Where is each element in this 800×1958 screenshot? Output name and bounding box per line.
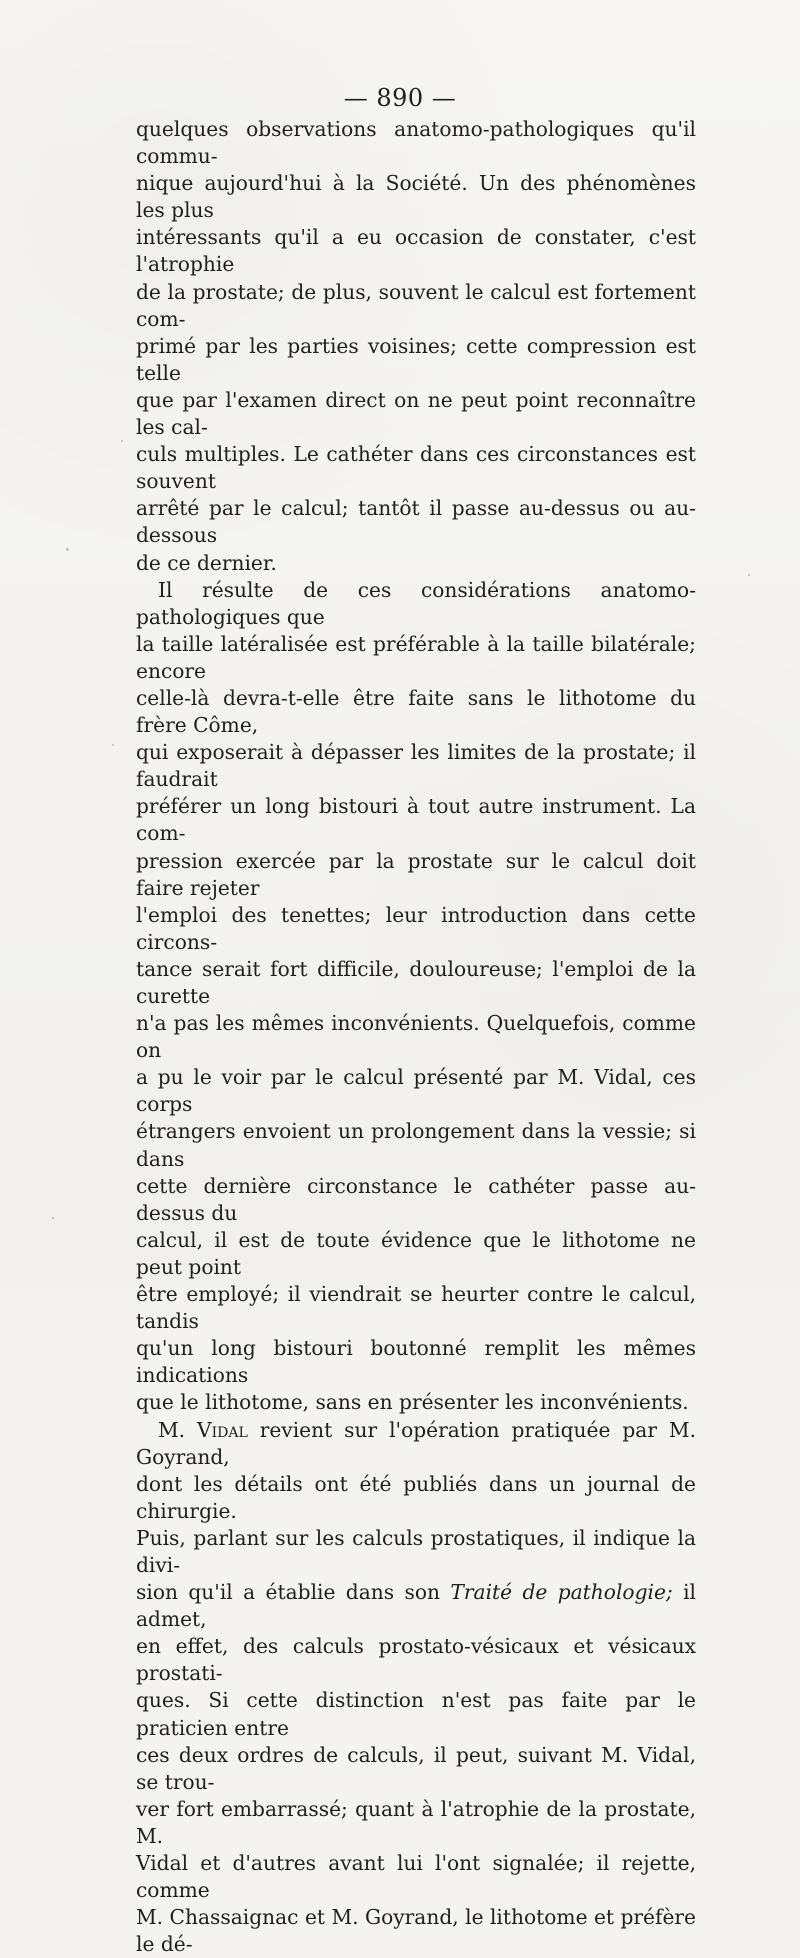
main-text-block xyxy=(136,116,696,1958)
paragraph-3 xyxy=(136,1417,696,1958)
paper-speck xyxy=(66,548,69,551)
paper-speck xyxy=(112,744,114,746)
paragraph-1: quelques observations anatomo-pathologiques qu'il commu- nique aujourd'hui à la Société. Un des phénomènes les plus intéressants qu'il a eu occasion de constater, c'est l'atrophie de la prostate; de plus, souvent le calcul est fortement com- primé par les parties voisines; cette compression est telle que par l'examen direct on ne peut point reconnaître les cal- culs multiples. Le cathéter dans ces circonstances est souvent arrêté par le calcul; tantôt il passe au-dessus ou au-dessous de ce dernier. xyxy=(136,116,696,577)
paragraph-3-italic-title: Traité de pathologie; xyxy=(450,1580,672,1604)
paragraph-3-part1: revient sur l'opération pratiquée par M. Goyrand, dont les détails ont été publiés dans un journal de chirurgie. Puis, parlant sur les calculs prostatiques, il indique la divi- sion qu'il a établie dans son xyxy=(136,1418,696,1605)
paper-speck xyxy=(748,574,750,576)
paragraph-3-prefix: M. xyxy=(158,1418,197,1442)
paper-speck xyxy=(121,440,123,442)
paragraph-3-name: Vidal xyxy=(197,1418,248,1442)
paper-speck xyxy=(52,1217,54,1219)
paragraph-2: Il résulte de ces considérations anatomo-pathologiques que la taille latéralisée est préférable à la taille bilatérale; encore celle-là devra-t-elle être faite sans le lithotome du frère Côme, qui exposerait à dépasser les limites de la prostate; il faudrait préférer un long bistouri à tout autre instrument. La com- pression exercée par la prostate sur le calcul doit faire rejeter l'emploi des tenettes; leur introduction dans cette circons- tance serait fort difficile, douloureuse; l'emploi de la curette n'a pas les mêmes inconvénients. Quelquefois, comme on a pu le voir par le calcul présenté par M. Vidal, ces corps étrangers envoient un prolongement dans la vessie; si dans cette dernière circonstance le cathéter passe au-dessus du calcul, il est de toute évidence que le lithotome ne peut point être employé; il viendrait se heurter contre le calcul, tandis qu'un long bistouri boutonné remplit les mêmes indications que le lithotome, sans en présenter les inconvénients. xyxy=(136,577,696,1417)
paragraph-3-part2: il admet, en effet, des calculs prostato-vésicaux et vésicaux prostati- ques. Si cette distinction n'est pas faite par le praticien entre ces deux ordres de calculs, il peut, suivant M. Vidal, se trou- ver fort embarrassé; quant à l'atrophie de la prostate, M. Vidal et d'autres avant lui l'ont signalée; il rejette, comme M. Chassaignac et M. Goyrand, le lithotome et préfère le dé- xyxy=(136,1580,696,1956)
page-number: — 890 — xyxy=(0,86,800,110)
